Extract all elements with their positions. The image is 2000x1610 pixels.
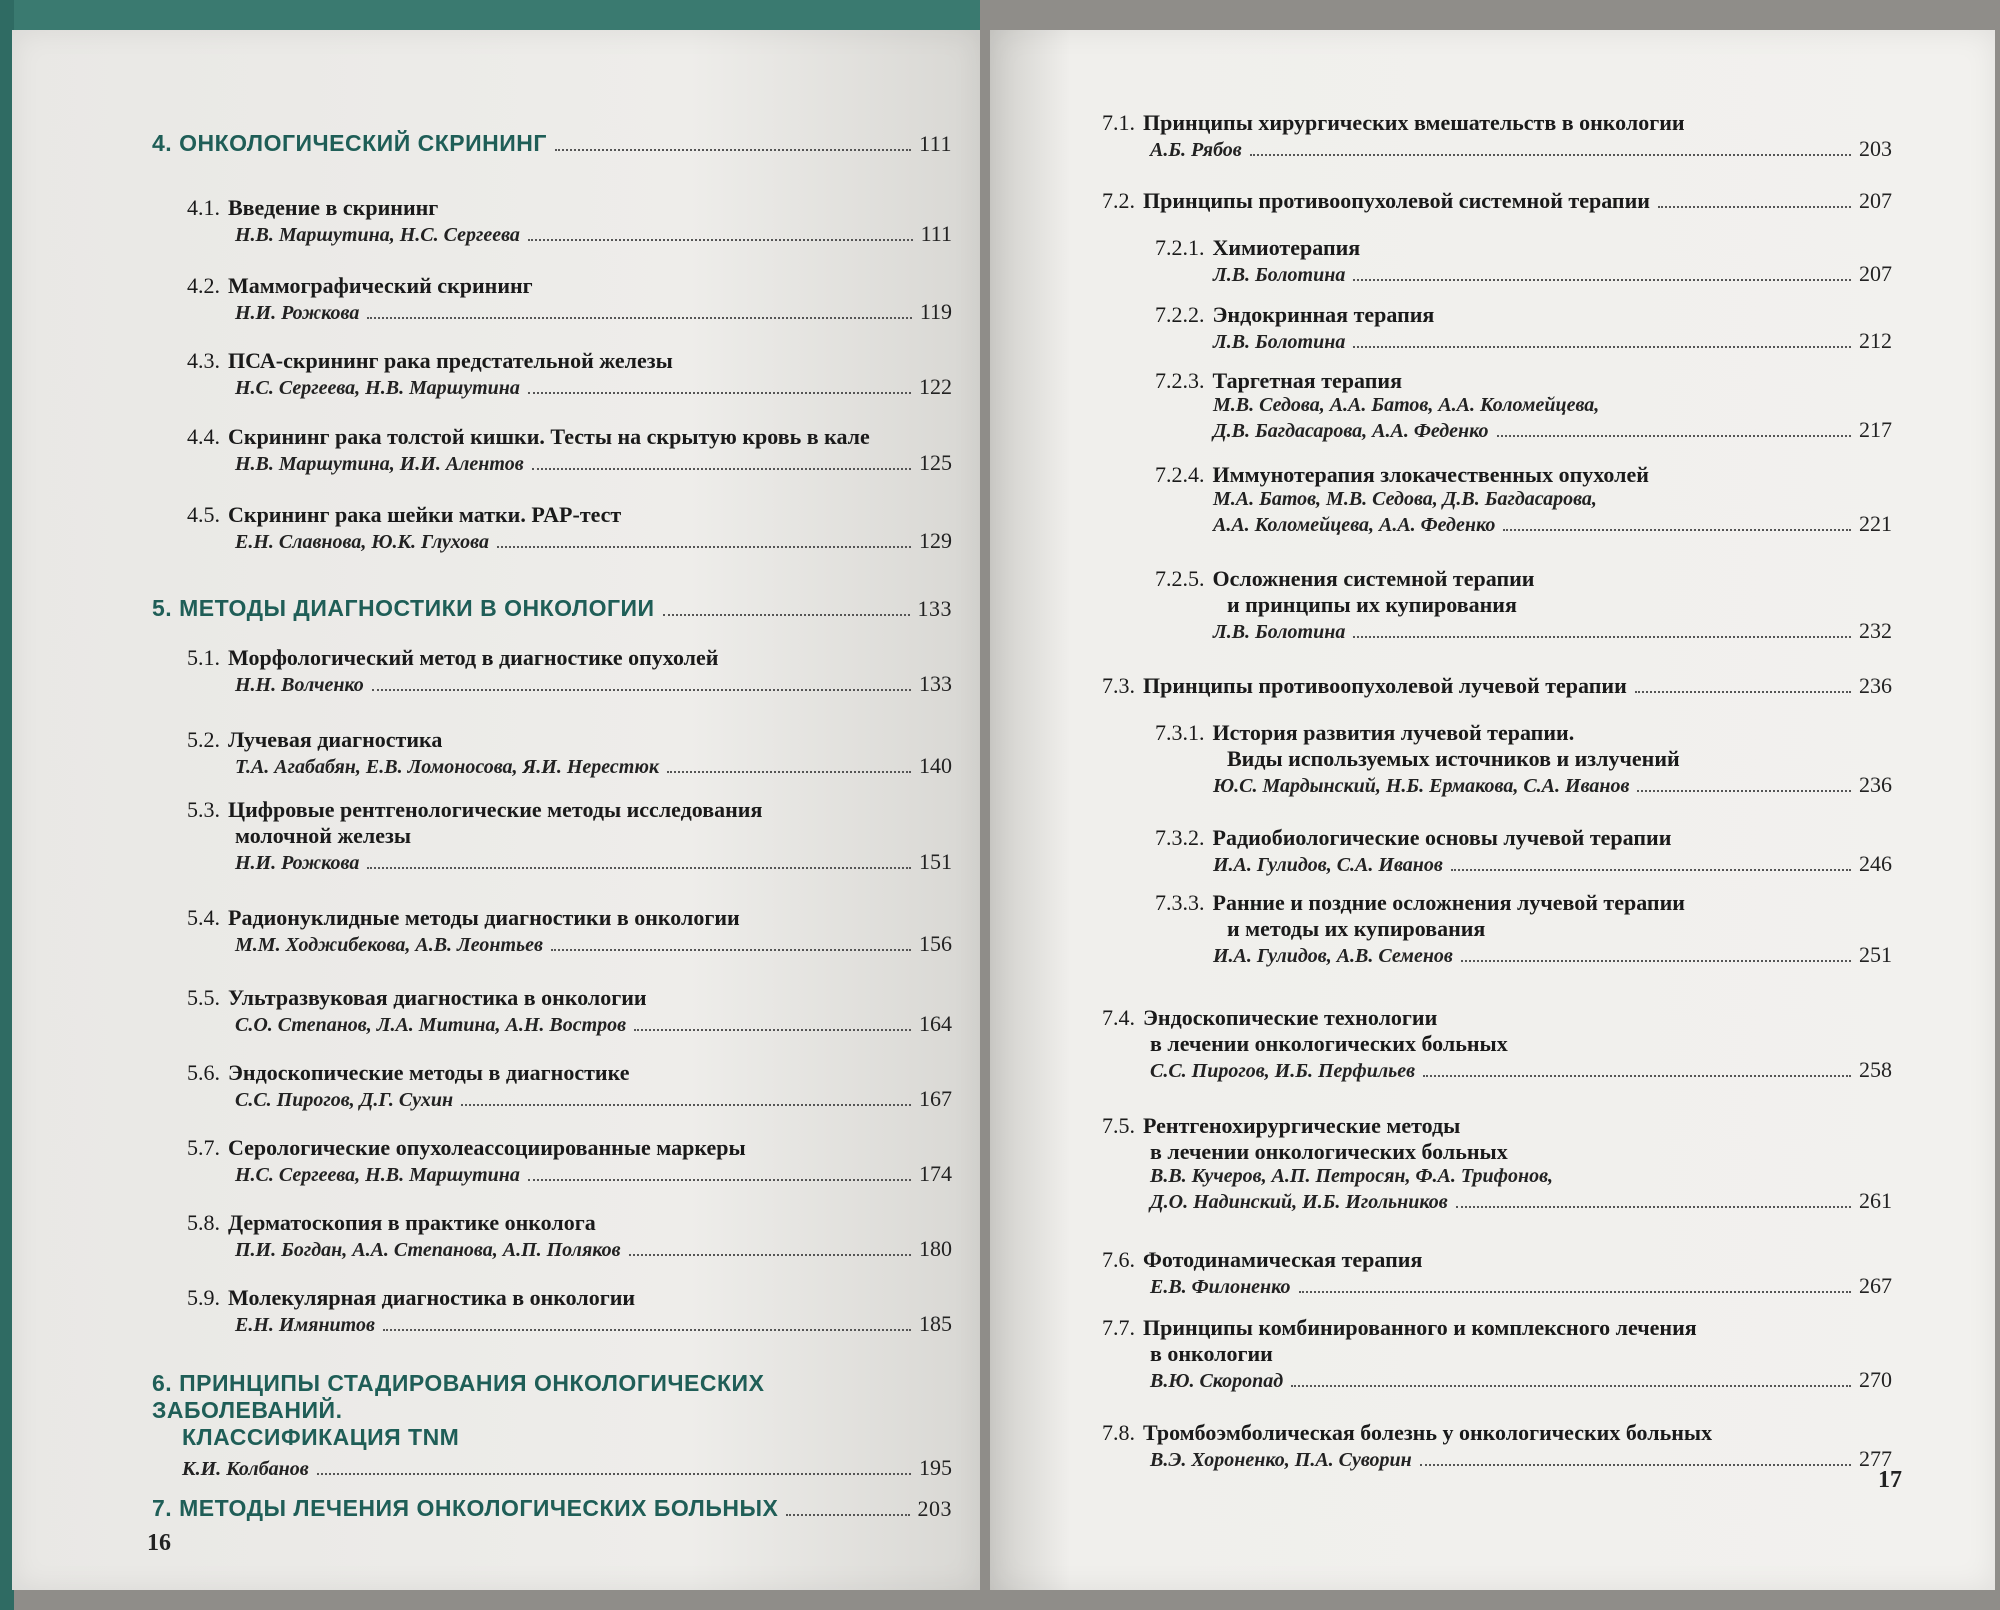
leader-dots — [786, 1514, 909, 1516]
entry-title: Осложнения системной терапии — [1212, 566, 1535, 591]
entry-authors: И.А. Гулидов, С.А. Иванов — [1213, 854, 1443, 876]
page-number: 129 — [919, 528, 952, 553]
entry-title: Дерматоскопия в практике онколога — [228, 1210, 596, 1235]
entry-number: 5.2. — [187, 727, 220, 752]
page-number: 133 — [919, 671, 952, 696]
entry-number: 7.3.1. — [1155, 720, 1205, 745]
entry-title: Таргетная терапия — [1212, 368, 1402, 393]
toc-chapter-6[interactable] — [152, 1370, 952, 1481]
entry-authors: Д.В. Багдасарова, А.А. Феденко — [1213, 420, 1489, 442]
leader-dots — [383, 1329, 911, 1331]
leader-dots — [1420, 1464, 1851, 1466]
page-number: 125 — [919, 450, 952, 475]
entry-title: Лучевая диагностика — [228, 727, 443, 752]
toc-entry-5-5[interactable] — [187, 985, 952, 1037]
leader-dots — [551, 949, 911, 951]
entry-authors: Л.В. Болотина — [1213, 621, 1346, 643]
entry-authors: Н.С. Сергеева, Н.В. Маршутина — [235, 377, 520, 399]
page-folio: 17 — [1878, 1467, 1902, 1493]
entry-title: Радиобиологические основы лучевой терапии — [1212, 825, 1672, 850]
leader-dots — [367, 317, 911, 319]
toc-entry-7-2-2[interactable] — [1155, 302, 1892, 354]
entry-authors: Н.В. Маршутина, И.И. Алентов — [235, 453, 524, 475]
page-number: 261 — [1859, 1188, 1892, 1213]
leader-dots — [528, 1179, 911, 1181]
left-page — [12, 30, 980, 1590]
toc-entry-5-3[interactable] — [187, 797, 952, 875]
page-number: 236 — [1859, 673, 1892, 698]
entry-title: Эндоскопические технологии — [1143, 1005, 1438, 1030]
page-number: 267 — [1859, 1273, 1892, 1298]
page-number: 164 — [919, 1011, 952, 1036]
leader-dots — [1353, 636, 1851, 638]
leader-dots — [1503, 529, 1851, 531]
entry-number: 7.2.4. — [1155, 462, 1205, 487]
page-number: 203 — [1859, 136, 1892, 161]
entry-authors: Н.С. Сергеева, Н.В. Маршутина — [235, 1164, 520, 1186]
toc-entry-7-3-2[interactable] — [1155, 825, 1892, 877]
toc-entry-7-2[interactable] — [1102, 188, 1892, 214]
entry-title-cont: в лечении онкологических больных — [1150, 1031, 1508, 1056]
entry-authors: Н.В. Маршутина, Н.С. Сергеева — [235, 224, 520, 246]
entry-number: 7.2.1. — [1155, 235, 1205, 260]
toc-entry-4-3[interactable] — [187, 348, 952, 400]
entry-title: Рентгенохирургические методы — [1143, 1113, 1461, 1138]
toc-chapter-4[interactable] — [152, 130, 952, 157]
entry-number: 7.1. — [1102, 110, 1135, 135]
leader-dots — [667, 771, 911, 773]
chapter-title: 7. МЕТОДЫ ЛЕЧЕНИЯ ОНКОЛОГИЧЕСКИХ БОЛЬНЫХ — [152, 1495, 779, 1521]
page-number: 270 — [1859, 1367, 1892, 1392]
entry-number: 7.4. — [1102, 1005, 1135, 1030]
entry-number: 5.8. — [187, 1210, 220, 1235]
entry-title: Принципы противоопухолевой системной терапии — [1143, 188, 1650, 213]
toc-entry-4-5[interactable] — [187, 502, 952, 554]
entry-title: Введение в скрининг — [228, 195, 439, 220]
entry-title-cont: в лечении онкологических больных — [1150, 1139, 1508, 1164]
toc-entry-7-5[interactable] — [1102, 1113, 1892, 1214]
leader-dots — [1461, 960, 1851, 962]
leader-dots — [528, 392, 911, 394]
toc-entry-7-2-3[interactable] — [1155, 368, 1892, 443]
leader-dots — [1635, 691, 1851, 693]
entry-title: Тромбоэмболическая болезнь у онкологических больных — [1143, 1420, 1713, 1445]
right-page — [990, 30, 1995, 1590]
entry-title: Ультразвуковая диагностика в онкологии — [228, 985, 647, 1010]
entry-title-cont: в онкологии — [1150, 1341, 1273, 1366]
page-number: 203 — [917, 1496, 952, 1521]
entry-authors-line1: М.А. Батов, М.В. Седова, Д.В. Багдасарова, — [1213, 488, 1597, 510]
toc-entry-5-4[interactable] — [187, 905, 952, 957]
entry-authors: С.С. Пирогов, Д.Г. Сухин — [235, 1089, 454, 1111]
entry-title: Молекулярная диагностика в онкологии — [228, 1285, 636, 1310]
page-number: 258 — [1859, 1057, 1892, 1082]
toc-entry-7-3[interactable] — [1102, 673, 1892, 699]
leader-dots — [1497, 435, 1851, 437]
entry-title: Принципы противоопухолевой лучевой терапии — [1143, 673, 1627, 698]
entry-number: 4.1. — [187, 195, 220, 220]
chapter-title: 5. МЕТОДЫ ДИАГНОСТИКИ В ОНКОЛОГИИ — [152, 595, 655, 621]
entry-authors: Т.А. Агабабян, Е.В. Ломоносова, Я.И. Нерестюк — [235, 756, 660, 778]
page-number: 111 — [920, 221, 952, 246]
entry-authors: А.А. Коломейцева, А.А. Феденко — [1213, 514, 1496, 536]
entry-number: 7.3.2. — [1155, 825, 1205, 850]
entry-title: Скрининг рака толстой кишки. Тесты на скрытую кровь в кале — [228, 424, 870, 449]
leader-dots — [367, 867, 911, 869]
entry-authors: В.Э. Хороненко, П.А. Суворин — [1150, 1449, 1412, 1471]
entry-number: 5.3. — [187, 797, 220, 822]
leader-dots — [629, 1254, 911, 1256]
entry-authors: С.С. Пирогов, И.Б. Перфильев — [1150, 1060, 1416, 1082]
entry-title: Морфологический метод в диагностике опухолей — [228, 645, 719, 670]
entry-title: Принципы комбинированного и комплексного лечения — [1143, 1315, 1697, 1340]
entry-authors: И.А. Гулидов, А.В. Семенов — [1213, 945, 1453, 967]
leader-dots — [532, 468, 911, 470]
toc-entry-4-1[interactable] — [187, 195, 952, 247]
entry-title: Принципы хирургических вмешательств в онкологии — [1143, 110, 1685, 135]
page-number: 236 — [1859, 772, 1892, 797]
toc-entry-5-7[interactable] — [187, 1135, 952, 1187]
page-number: 174 — [919, 1161, 952, 1186]
leader-dots — [317, 1473, 911, 1475]
entry-number: 7.2.5. — [1155, 566, 1205, 591]
entry-number: 7.2.3. — [1155, 368, 1205, 393]
entry-authors-line1: М.В. Седова, А.А. Батов, А.А. Коломейцева, — [1213, 394, 1600, 416]
entry-number: 7.2. — [1102, 188, 1135, 213]
toc-entry-7-8[interactable] — [1102, 1420, 1892, 1472]
leader-dots — [528, 239, 913, 241]
leader-dots — [1299, 1291, 1851, 1293]
leader-dots — [1353, 346, 1851, 348]
toc-entry-7-3-3[interactable] — [1155, 890, 1892, 968]
entry-authors: Е.В. Филоненко — [1150, 1276, 1291, 1298]
leader-dots — [555, 149, 911, 151]
page-number: 207 — [1859, 261, 1892, 286]
entry-authors: Ю.С. Мардынский, Н.Б. Ермакова, С.А. Иванов — [1213, 775, 1630, 797]
page-number: 140 — [919, 753, 952, 778]
leader-dots — [461, 1104, 911, 1106]
leader-dots — [1456, 1206, 1851, 1208]
toc-entry-7-1[interactable] — [1102, 110, 1892, 162]
entry-title: Скрининг рака шейки матки. PAP-тест — [228, 502, 622, 527]
entry-authors: Е.Н. Имянитов — [235, 1314, 375, 1336]
entry-number: 7.8. — [1102, 1420, 1135, 1445]
entry-number: 5.6. — [187, 1060, 220, 1085]
entry-number: 4.3. — [187, 348, 220, 373]
page-number: 156 — [919, 931, 952, 956]
entry-number: 7.6. — [1102, 1247, 1135, 1272]
toc-entry-7-7[interactable] — [1102, 1315, 1892, 1393]
entry-number: 5.5. — [187, 985, 220, 1010]
entry-number: 4.5. — [187, 502, 220, 527]
page-number: 151 — [919, 849, 952, 874]
entry-title: Цифровые рентгенологические методы исследования — [228, 797, 763, 822]
entry-title: Ранние и поздние осложнения лучевой терапии — [1212, 890, 1685, 915]
page-number: 133 — [917, 596, 952, 621]
entry-authors: Н.И. Рожкова — [235, 852, 360, 874]
toc-entry-4-2[interactable] — [187, 273, 952, 325]
entry-authors: Е.Н. Славнова, Ю.К. Глухова — [235, 531, 489, 553]
page-number: 180 — [919, 1236, 952, 1261]
leader-dots — [372, 689, 911, 691]
leader-dots — [1658, 206, 1851, 208]
entry-number: 4.4. — [187, 424, 220, 449]
chapter-title: 6. ПРИНЦИПЫ СТАДИРОВАНИЯ ОНКОЛОГИЧЕСКИХ ЗАБОЛЕВАНИЙ. — [152, 1370, 765, 1423]
leader-dots — [1637, 790, 1851, 792]
toc-entry-7-2-4[interactable] — [1155, 462, 1892, 537]
entry-authors: В.Ю. Скоропад — [1150, 1370, 1284, 1392]
page-number: 217 — [1859, 417, 1892, 442]
leader-dots — [1451, 869, 1851, 871]
page-number: 122 — [919, 374, 952, 399]
toc-entry-5-8[interactable] — [187, 1210, 952, 1262]
entry-title-cont: и методы их купирования — [1227, 916, 1486, 941]
entry-title: Эндокринная терапия — [1212, 302, 1435, 327]
entry-authors: П.И. Богдан, А.А. Степанова, А.П. Поляков — [235, 1239, 621, 1261]
chapter-title-cont: КЛАССИФИКАЦИЯ TNM — [182, 1424, 460, 1450]
page-number: 119 — [919, 299, 952, 324]
toc-entry-7-6[interactable] — [1102, 1247, 1892, 1299]
page-number: 185 — [919, 1311, 952, 1336]
entry-number: 7.2.2. — [1155, 302, 1205, 327]
toc-entry-5-9[interactable] — [187, 1285, 952, 1337]
page-folio: 16 — [147, 1530, 171, 1556]
page-number: 212 — [1859, 328, 1892, 353]
entry-authors: С.О. Степанов, Л.А. Митина, А.Н. Востров — [235, 1014, 627, 1036]
entry-number: 7.3.3. — [1155, 890, 1205, 915]
entry-title: Фотодинамическая терапия — [1143, 1247, 1423, 1272]
entry-title: Серологические опухолеассоциированные маркеры — [228, 1135, 746, 1160]
entry-number: 7.7. — [1102, 1315, 1135, 1340]
entry-number: 4.2. — [187, 273, 220, 298]
page-number: 195 — [919, 1455, 952, 1480]
entry-title: Маммографический скрининг — [228, 273, 533, 298]
leader-dots — [663, 614, 910, 616]
entry-authors: М.М. Ходжибекова, А.В. Леонтьев — [235, 934, 543, 956]
entry-title: Радионуклидные методы диагностики в онкологии — [228, 905, 740, 930]
page-number: 277 — [1859, 1446, 1892, 1471]
page-number: 111 — [919, 131, 952, 156]
toc-chapter-7[interactable] — [152, 1495, 952, 1522]
toc-entry-7-3-1[interactable] — [1155, 720, 1892, 798]
entry-number: 5.1. — [187, 645, 220, 670]
entry-authors: Д.О. Надинский, И.Б. Игольников — [1150, 1191, 1448, 1213]
toc-entry-5-1[interactable] — [187, 645, 952, 697]
leader-dots — [497, 546, 911, 548]
page-number: 246 — [1859, 851, 1892, 876]
entry-title: Иммунотерапия злокачественных опухолей — [1212, 462, 1649, 487]
entry-title-cont: молочной железы — [235, 823, 411, 848]
page-number: 221 — [1859, 511, 1892, 536]
entry-authors: Л.В. Болотина — [1213, 264, 1346, 286]
entry-title: ПСА-скрининг рака предстательной железы — [228, 348, 673, 373]
leader-dots — [634, 1029, 911, 1031]
toc-entry-7-2-1[interactable] — [1155, 235, 1892, 287]
chapter-title: 4. ОНКОЛОГИЧЕСКИЙ СКРИНИНГ — [152, 130, 547, 156]
page-number: 251 — [1859, 942, 1892, 967]
entry-authors: Н.И. Рожкова — [235, 302, 360, 324]
toc-entry-4-4[interactable] — [187, 424, 952, 476]
entry-authors: К.И. Колбанов — [182, 1458, 309, 1480]
page-number: 167 — [919, 1086, 952, 1111]
toc-chapter-5[interactable] — [152, 595, 952, 622]
toc-entry-5-2[interactable] — [187, 727, 952, 779]
entry-title-cont: Виды используемых источников и излучений — [1227, 746, 1680, 771]
entry-number: 5.7. — [187, 1135, 220, 1160]
entry-authors: А.Б. Рябов — [1150, 139, 1242, 161]
entry-title: История развития лучевой терапии. — [1212, 720, 1575, 745]
entry-authors: Н.Н. Волченко — [235, 674, 364, 696]
entry-authors-line1: В.В. Кучеров, А.П. Петросян, Ф.А. Трифонов, — [1150, 1165, 1554, 1187]
leader-dots — [1291, 1385, 1851, 1387]
entry-number: 7.5. — [1102, 1113, 1135, 1138]
page-number: 232 — [1859, 618, 1892, 643]
entry-number: 7.3. — [1102, 673, 1135, 698]
leader-dots — [1250, 154, 1851, 156]
entry-title-cont: и принципы их купирования — [1227, 592, 1517, 617]
entry-number: 5.4. — [187, 905, 220, 930]
entry-authors: Л.В. Болотина — [1213, 331, 1346, 353]
entry-title: Эндоскопические методы в диагностике — [228, 1060, 630, 1085]
page-number: 207 — [1859, 188, 1892, 213]
leader-dots — [1353, 279, 1851, 281]
toc-entry-7-4[interactable] — [1102, 1005, 1892, 1083]
entry-number: 5.9. — [187, 1285, 220, 1310]
toc-entry-7-2-5[interactable] — [1155, 566, 1892, 644]
toc-entry-5-6[interactable] — [187, 1060, 952, 1112]
leader-dots — [1423, 1075, 1851, 1077]
entry-title: Химиотерапия — [1212, 235, 1361, 260]
